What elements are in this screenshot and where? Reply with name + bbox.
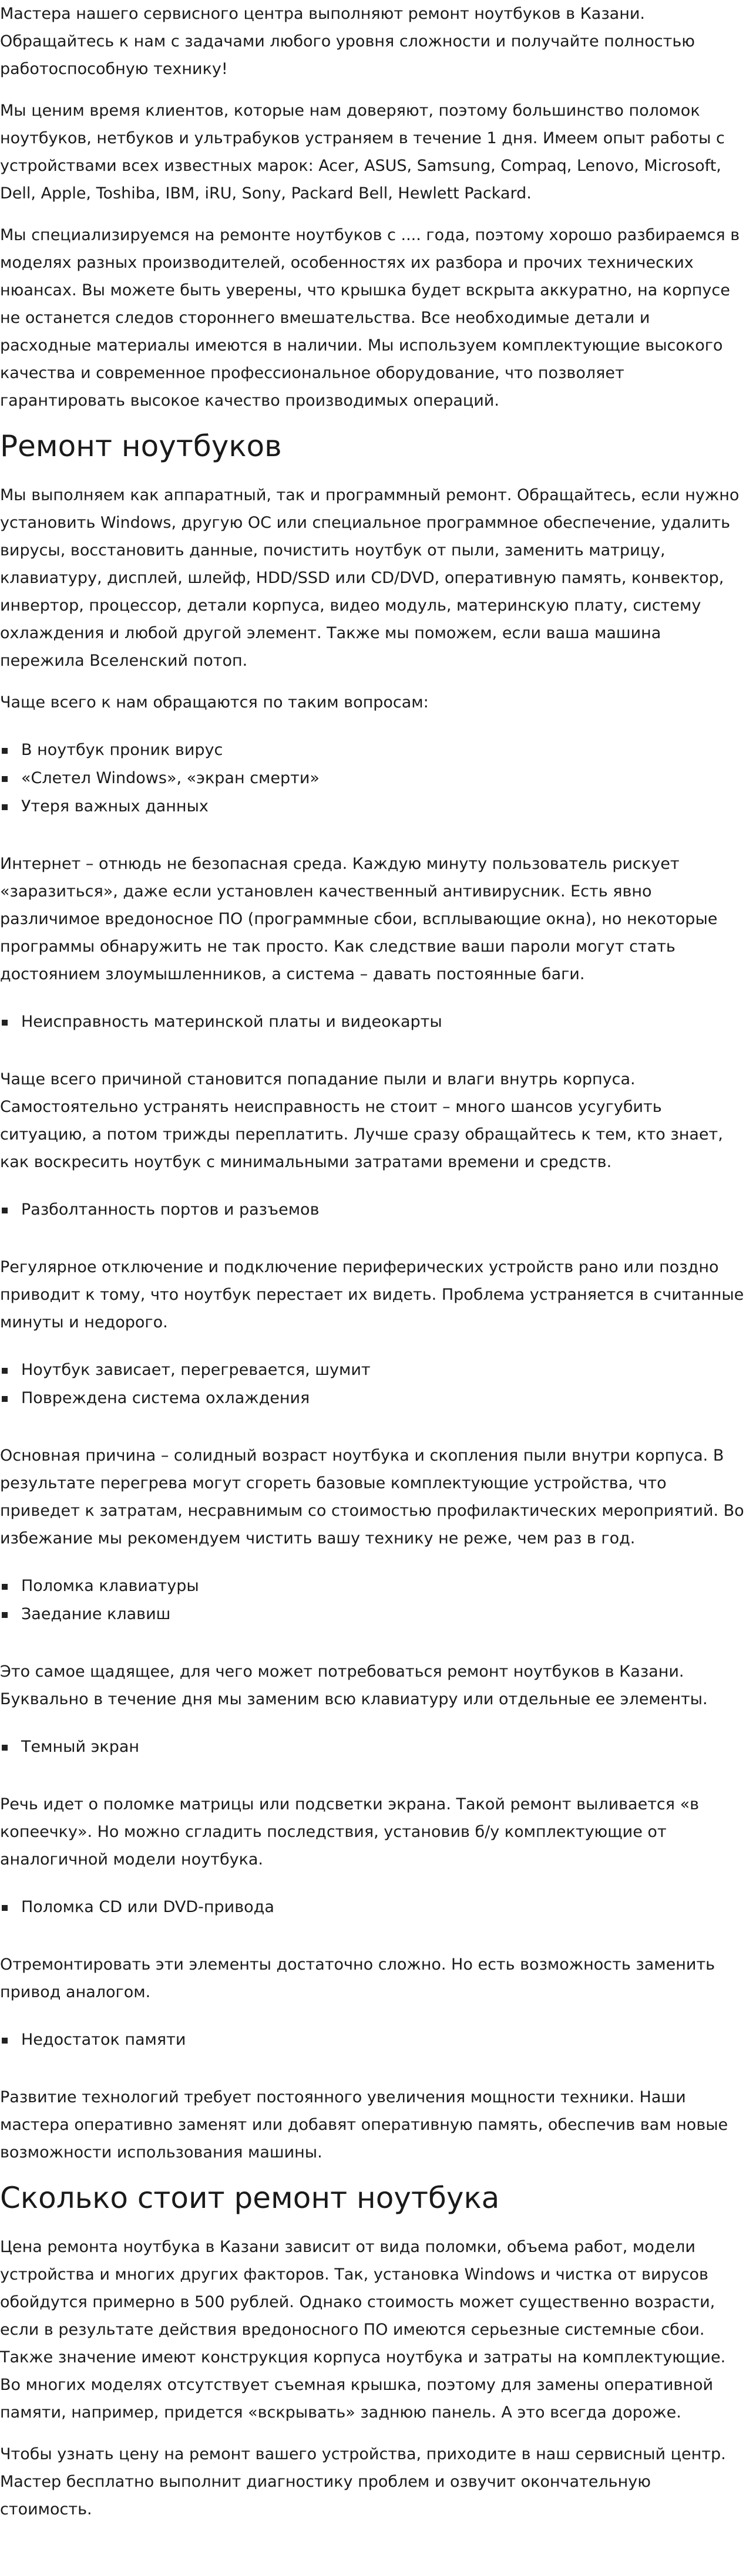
issues-list-5 (0, 1572, 746, 1628)
repair-paragraph-3: Интернет – отнюдь не безопасная среда. Каждую минуту пользователь рискует «заразиться», даже если установлен качественный антивирусник. Есть явно различимое вредоносное ПО (программные сбои, всплывающие окна), но некоторые программы обнаружить не так просто. Как следствие ваши пароли могут стать достоянием злоумышленников, а система – давать постоянные баги. (0, 855, 718, 983)
cost-heading: Сколько стоит ремонт ноутбука (0, 2181, 500, 2215)
repair-heading: Ремонт ноутбуков (0, 429, 282, 463)
list-item: Недостаток памяти (0, 2026, 746, 2054)
issues-list-6 (0, 1733, 746, 1761)
issues-list-4 (0, 1356, 746, 1412)
intro-paragraph-1: Мастера нашего сервисного центра выполняют ремонт ноутбуков в Казани. Обращайтесь к нам с задачами любого уровня сложности и получайте полностью работоспособную технику! (0, 5, 695, 78)
issues-list-7 (0, 1893, 746, 1921)
intro-paragraph-3: Мы специализируемся на ремонте ноутбуков с .... года, поэтому хорошо разбираемся в моделях разных производителей, особенностях их разбора и прочих технических нюансах. Вы можете быть уверены, что крышка будет вскрыта аккуратно, на корпусе не останется следов стороннего вмешательства. Все необходимые детали и расходные материалы имеются в наличии. Мы используем комплектующие высокого качества и современное профессиональное оборудование, что позволяет гарантировать высокое качество производимых операций. (0, 226, 740, 410)
issues-list-3 (0, 1196, 746, 1224)
list-item: Утеря важных данных (0, 793, 746, 821)
issues-list-8 (0, 2026, 746, 2054)
cost-paragraph-2: Чтобы узнать цену на ремонт вашего устройства, приходите в наш сервисный центр. Мастер бесплатно выполнит диагностику проблем и озвучит окончательную стоимость. (0, 2445, 726, 2518)
repair-paragraph-4: Чаще всего причиной становится попадание пыли и влаги внутрь корпуса. Самостоятельно устранять неисправность не стоит – много шансов усугубить ситуацию, а потом трижды переплатить. Лучше сразу обращайтесь к тем, кто знает, как воскресить ноутбук с минимальными затратами времени и средств. (0, 1070, 723, 1171)
issues-list-1 (0, 736, 746, 821)
repair-paragraph-10: Развитие технологий требует постоянного увеличения мощности техники. Наши мастера оперативно заменят или добавят оперативную память, обеспечив вам новые возможности использования машины. (0, 2088, 728, 2162)
list-item: Неисправность материнской платы и видеокарты (0, 1008, 746, 1036)
list-item: В ноутбук проник вирус (0, 736, 746, 764)
repair-paragraph-8: Речь идет о поломке матрицы или подсветки экрана. Такой ремонт выливается «в копеечку». Но можно сгладить последствия, установив б/у комплектующие от аналогичной модели ноутбука. (0, 1795, 700, 1869)
repair-paragraph-2: Чаще всего к нам обращаются по таким вопросам: (0, 693, 429, 712)
repair-paragraph-1: Мы выполняем как аппаратный, так и программный ремонт. Обращайтесь, если нужно установить Windows, другую ОС или специальное программное обеспечение, удалить вирусы, восстановить данные, почистить ноутбук от пыли, заменить матрицу, клавиатуру, дисплей, шлейф, HDD/SSD или CD/DVD, оперативную память, конвектор, инвертор, процессор, детали корпуса, видео модуль, материнскую плату, систему охлаждения и любой другой элемент. Также мы поможем, если ваша машина пережила Вселенский потоп. (0, 486, 740, 670)
repair-paragraph-9: Отремонтировать эти элементы достаточно сложно. Но есть возможность заменить привод аналогом. (0, 1955, 715, 2001)
list-item: Ноутбук зависает, перегревается, шумит (0, 1356, 746, 1384)
list-item: «Слетел Windows», «экран смерти» (0, 764, 746, 793)
list-item: Повреждена система охлаждения (0, 1384, 746, 1412)
repair-paragraph-7: Это самое щадящее, для чего может потребоваться ремонт ноутбуков в Казани. Буквально в течение дня мы заменим всю клавиатуру или отдельные ее элементы. (0, 1663, 708, 1708)
list-item: Темный экран (0, 1733, 746, 1761)
list-item: Поломка клавиатуры (0, 1572, 746, 1600)
list-item: Разболтанность портов и разъемов (0, 1196, 746, 1224)
list-item: Заедание клавиш (0, 1600, 746, 1628)
cost-paragraph-1: Цена ремонта ноутбука в Казани зависит от вида поломки, объема работ, модели устройства и многих других факторов. Так, установка Windows и чистка от вирусов обойдутся примерно в 500 рублей. Однако стоимость может существенно возрасти, если в результате действия вредоносного ПО имеются серьезные системные сбои. Также значение имеют конструкция корпуса ноутбука и затраты на комплектующие. Во многих моделях отсутствует съемная крышка, поэтому для замены оперативной памяти, например, придется «вскрывать» заднюю панель. А это всегда дороже. (0, 2238, 726, 2422)
list-item: Поломка CD или DVD-привода (0, 1893, 746, 1921)
repair-paragraph-6: Основная причина – солидный возраст ноутбука и скопления пыли внутри корпуса. В результате перегрева могут сгореть базовые комплектующие устройства, что приведет к затратам, несравнимым со стоимостью профилактических мероприятий. Во избежание мы рекомендуем чистить вашу технику не реже, чем раз в год. (0, 1447, 744, 1547)
intro-paragraph-2: Мы ценим время клиентов, которые нам доверяют, поэтому большинство поломок ноутбуков, нетбуков и ультрабуков устраняем в течение 1 дня. Имеем опыт работы с устройствами всех известных марок: Acer, ASUS, Samsung, Compaq, Lenovo, Microsoft, Dell, Apple, Toshiba, IBM, iRU, Sony, Packard Bell, Hewlett Packard. (0, 102, 725, 203)
repair-paragraph-5: Регулярное отключение и подключение периферических устройств рано или поздно приводит к тому, что ноутбук перестает их видеть. Проблема устраняется в считанные минуты и недорого. (0, 1258, 744, 1331)
issues-list-2 (0, 1008, 746, 1036)
